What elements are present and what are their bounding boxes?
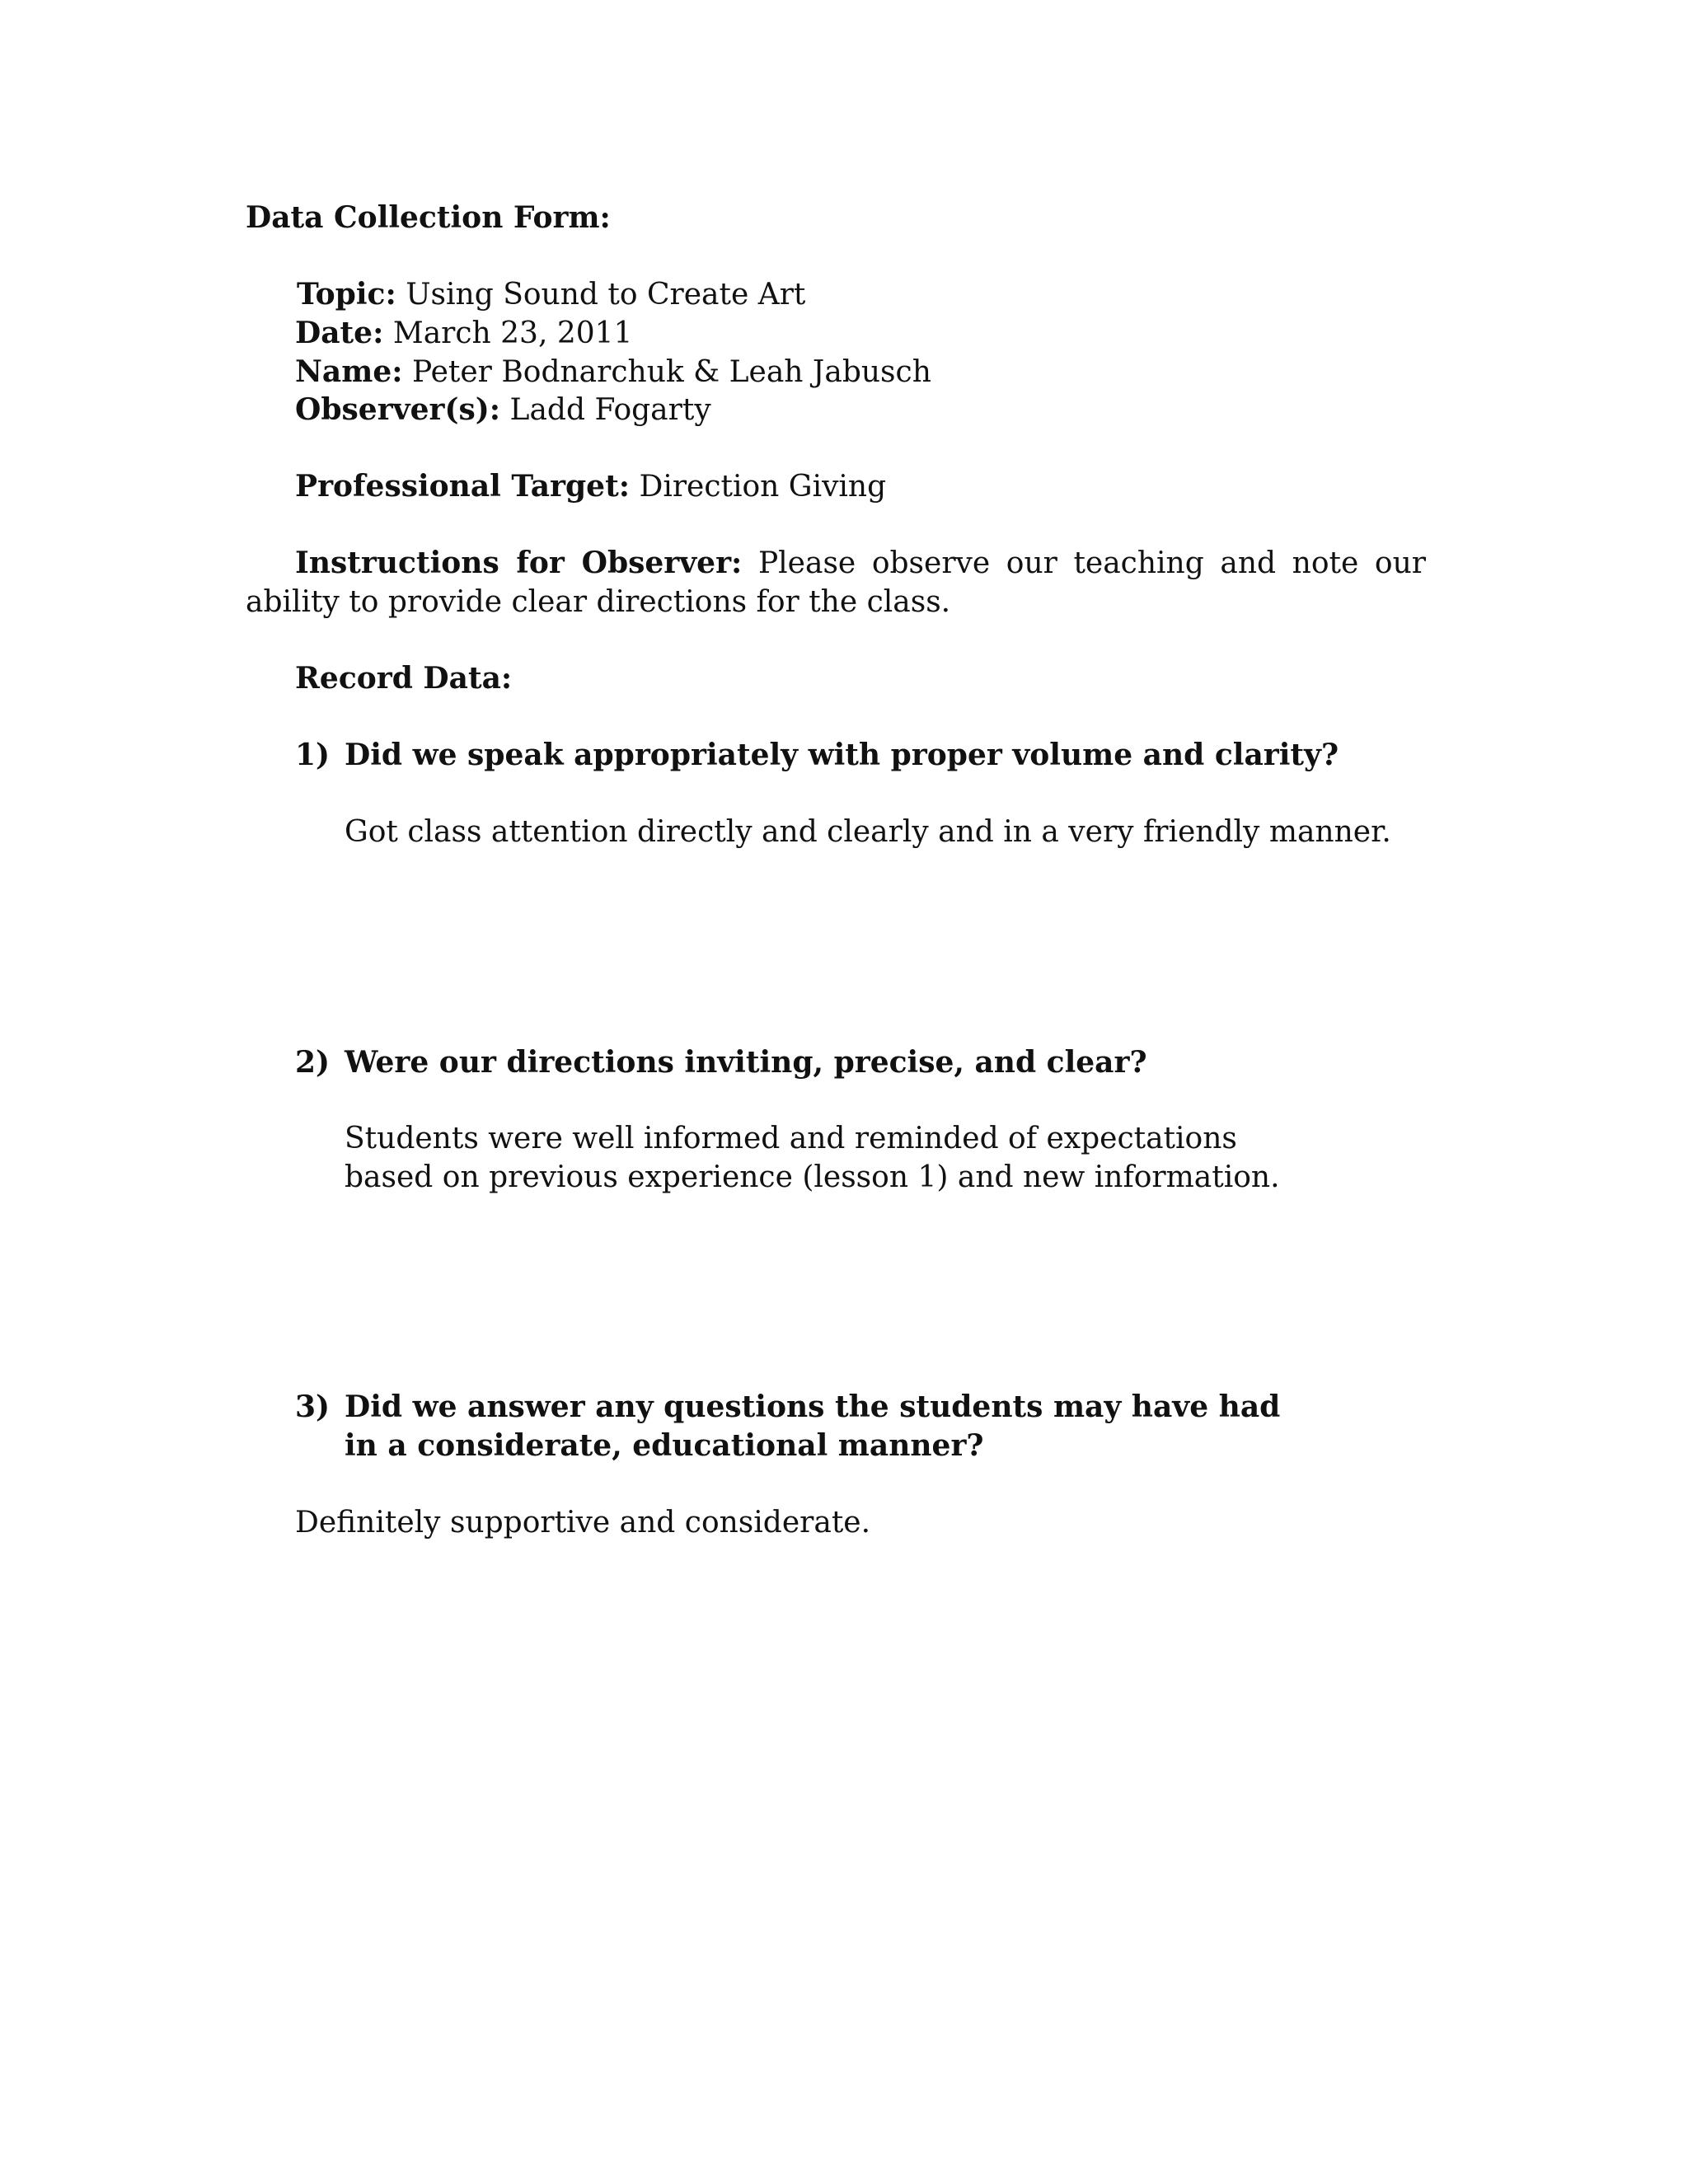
question-3-number: 3) (295, 1390, 331, 1424)
professional-target-label: Professional Target: (295, 469, 631, 504)
topic-value: Using Sound to Create Art (406, 278, 806, 312)
question-2-number: 2) (295, 1045, 331, 1080)
question-2-answer: Students were well informed and reminded of expectations based on previous experience (lesson 1) and new information. (345, 1122, 1280, 1194)
instructions-paragraph (246, 544, 1426, 621)
form-title: Data Collection Form: (246, 200, 611, 235)
professional-target (295, 467, 886, 506)
date-value: March 23, 2011 (392, 316, 633, 350)
record-data-label: Record Data: (295, 661, 513, 696)
topic-field (297, 275, 805, 314)
topic-label: Topic: (297, 277, 396, 312)
question-2-text: Were our directions inviting, precise, and clear? (345, 1045, 1147, 1080)
name-value: Peter Bodnarchuk & Leah Jabusch (411, 355, 931, 389)
date-label: Date: (295, 316, 384, 350)
question-3-text: Did we answer any questions the students may have had in a considerate, educational manner? (345, 1390, 1281, 1463)
question-1-number: 1) (295, 738, 331, 772)
question-1-text: Did we speak appropriately with proper volume and clarity? (345, 738, 1339, 772)
name-field (295, 353, 931, 391)
question-1-answer: Got class attention directly and clearly and in a very friendly manner. (345, 815, 1391, 849)
date-field (295, 314, 632, 353)
instructions-label: Instructions for Observer: (295, 546, 743, 580)
observer-label: Observer(s): (295, 392, 501, 427)
observer-value: Ladd Fogarty (509, 393, 711, 427)
question-3-answer: Definitely supportive and considerate. (295, 1506, 871, 1540)
instructions-value: Please observe our teaching and note our ability to provide clear directions for the class. (246, 546, 1426, 619)
observer-field (295, 391, 711, 429)
name-label: Name: (295, 354, 403, 389)
professional-target-value: Direction Giving (639, 470, 887, 504)
